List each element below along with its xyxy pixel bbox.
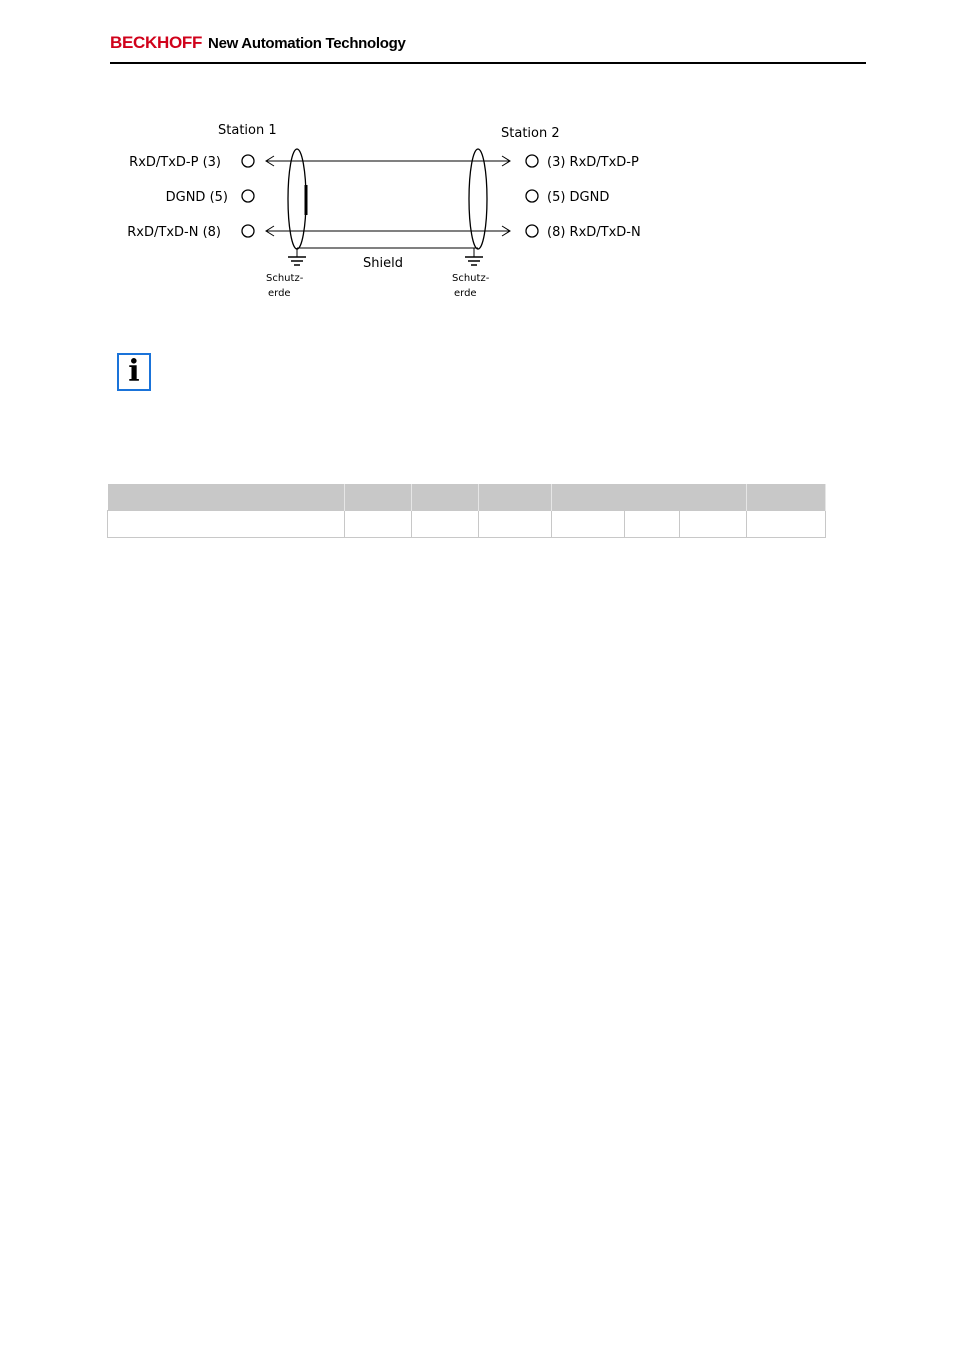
table-cell xyxy=(412,511,479,538)
table-cell xyxy=(747,511,826,538)
table-cell xyxy=(680,511,747,538)
header-rule xyxy=(110,62,866,64)
right-pin-label-2: (5) DGND xyxy=(547,190,610,205)
table-header-cell xyxy=(747,484,826,511)
right-terminal-3 xyxy=(526,225,538,237)
table-cell xyxy=(479,511,552,538)
left-terminal-1 xyxy=(242,155,254,167)
info-glyph: i xyxy=(128,354,140,389)
ground-left-label-2: erde xyxy=(268,288,291,299)
table-header-cell xyxy=(552,484,747,511)
brand-logo xyxy=(110,33,406,54)
left-pin-label-3: RxD/TxD-N (8) xyxy=(127,225,221,240)
station2-label: Station 2 xyxy=(501,126,560,141)
right-terminal-2 xyxy=(526,190,538,202)
right-pin-label-1: (3) RxD/TxD-P xyxy=(547,155,639,170)
right-terminal-1 xyxy=(526,155,538,167)
table-header-cell xyxy=(479,484,552,511)
info-icon xyxy=(117,353,151,391)
table-cell xyxy=(345,511,412,538)
right-pin-label-3: (8) RxD/TxD-N xyxy=(547,225,641,240)
cable-shield-right xyxy=(469,149,487,249)
shield-label: Shield xyxy=(363,256,403,271)
ground-right-label-1: Schutz- xyxy=(452,273,490,284)
table-header-cell xyxy=(412,484,479,511)
page-header xyxy=(110,33,866,65)
station1-label: Station 1 xyxy=(218,123,277,138)
ground-left-label-1: Schutz- xyxy=(266,273,304,284)
left-terminal-3 xyxy=(242,225,254,237)
data-table xyxy=(107,484,826,538)
cable-shield-left xyxy=(288,149,306,249)
table-header-cell xyxy=(345,484,412,511)
left-terminal-2 xyxy=(242,190,254,202)
table-header-cell xyxy=(108,484,345,511)
left-pin-label-1: RxD/TxD-P (3) xyxy=(129,155,221,170)
table-cell xyxy=(108,511,345,538)
wiring-diagram xyxy=(120,115,650,305)
ground-right-label-2: erde xyxy=(454,288,477,299)
brand-name: BECKHOFF xyxy=(110,33,203,52)
table-cell xyxy=(552,511,625,538)
table-cell xyxy=(625,511,680,538)
table-header-row xyxy=(108,484,826,511)
left-pin-label-2: DGND (5) xyxy=(165,190,228,205)
table-row xyxy=(108,511,826,538)
brand-tagline: New Automation Technology xyxy=(208,35,406,52)
